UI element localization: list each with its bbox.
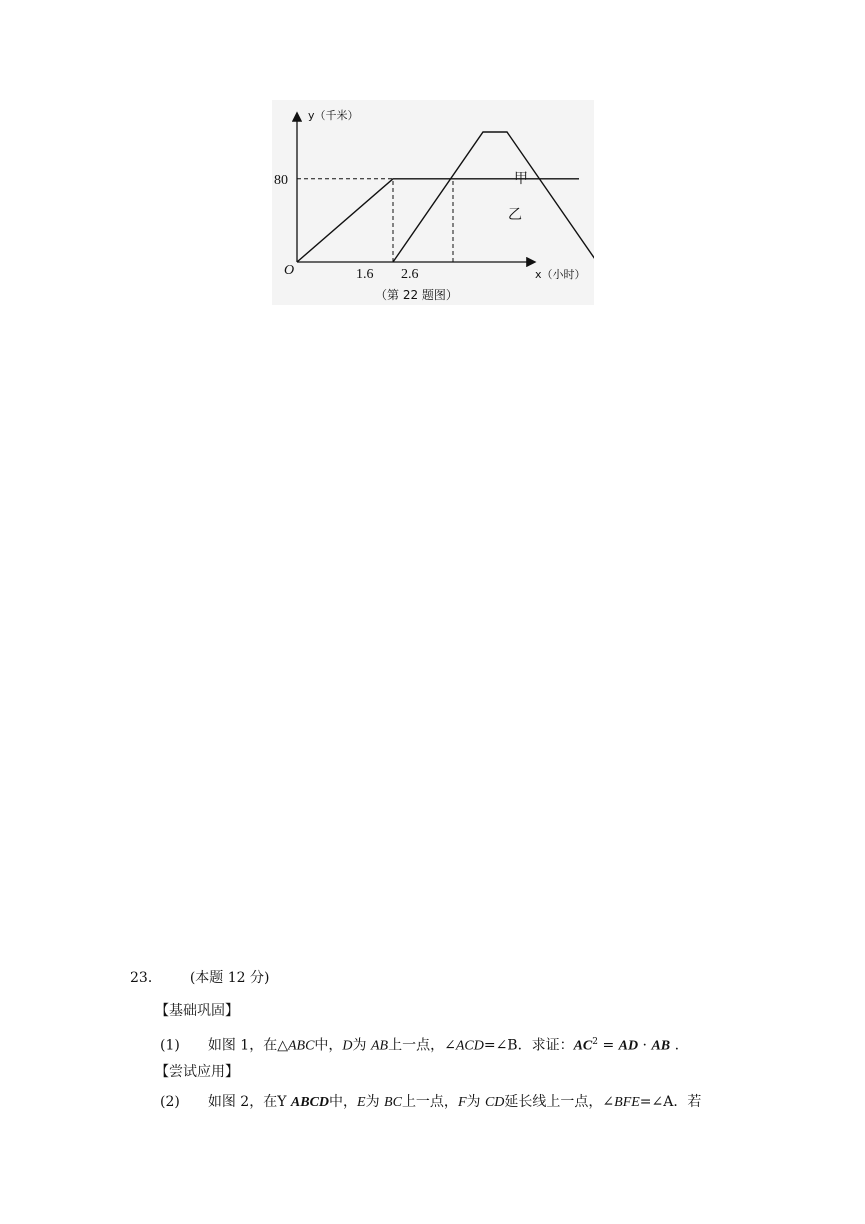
question-header [130, 969, 269, 987]
section-heading-basic: 【基础巩固】 [155, 1003, 239, 1019]
label-abcd: ABCD [290, 1095, 330, 1110]
part-1-text: 为 [352, 1037, 371, 1054]
x-tick-2-6: 2.6 [401, 267, 419, 282]
part-2 [160, 1093, 701, 1112]
part-1-text: =∠B．求证： [483, 1037, 574, 1054]
part-2-text: 为 [466, 1094, 485, 1110]
formula-end: . [670, 1037, 680, 1054]
formula-ad: AD [618, 1038, 639, 1054]
y-tick-80: 80 [274, 173, 288, 188]
part-1-text: 如图 1，在△ [207, 1037, 288, 1054]
x-axis-label: x（小时） [535, 268, 586, 281]
part-2-text: =∠A．若 [639, 1094, 702, 1110]
question-score: (本题 12 分) [189, 970, 270, 986]
x-tick-1-6: 1.6 [356, 267, 374, 282]
label-acd: ACD [455, 1038, 484, 1054]
part-2-text: 如图 2，在Y [207, 1094, 291, 1110]
series-line-jia [297, 179, 579, 262]
label-bc: BC [384, 1095, 402, 1110]
section-heading-apply: 【尝试应用】 [155, 1064, 239, 1080]
formula-equals: = [598, 1037, 619, 1054]
formula-ac: AC [573, 1038, 593, 1054]
series-label-jia: 甲 [514, 171, 528, 187]
label-cd: CD [484, 1095, 505, 1110]
formula-ab: AB [651, 1038, 671, 1054]
formula-dot: · [638, 1037, 652, 1054]
part-2-text: 中， [329, 1094, 358, 1110]
part-1-number: (1) [160, 1037, 180, 1054]
y-axis-label: y（千米） [308, 109, 359, 122]
part-1-text: 中， [314, 1037, 343, 1054]
part-1 [160, 1033, 679, 1056]
label-d: D [342, 1038, 353, 1054]
part-2-number: (2) [160, 1094, 180, 1110]
part-1-text: 上一点，∠ [388, 1037, 456, 1054]
series-line-yi [393, 132, 594, 262]
label-abc: ABC [287, 1038, 315, 1054]
figure-caption: （第 22 题图） [375, 288, 458, 302]
label-ab: AB [371, 1038, 389, 1054]
question-number: 23． [130, 970, 162, 986]
part-2-text: 延长线上一点，∠ [504, 1094, 615, 1110]
origin-label: O [284, 263, 295, 278]
part-2-text: 为 [365, 1094, 385, 1110]
label-e: E [357, 1095, 366, 1110]
figure-22 [272, 100, 594, 305]
graph-svg [272, 100, 594, 305]
label-bfe: BFE [614, 1095, 640, 1110]
label-f: F [457, 1095, 467, 1110]
series-label-yi: 乙 [508, 207, 522, 223]
formula-exponent: 2 [592, 1037, 599, 1047]
part-2-text: 上一点， [401, 1094, 458, 1110]
